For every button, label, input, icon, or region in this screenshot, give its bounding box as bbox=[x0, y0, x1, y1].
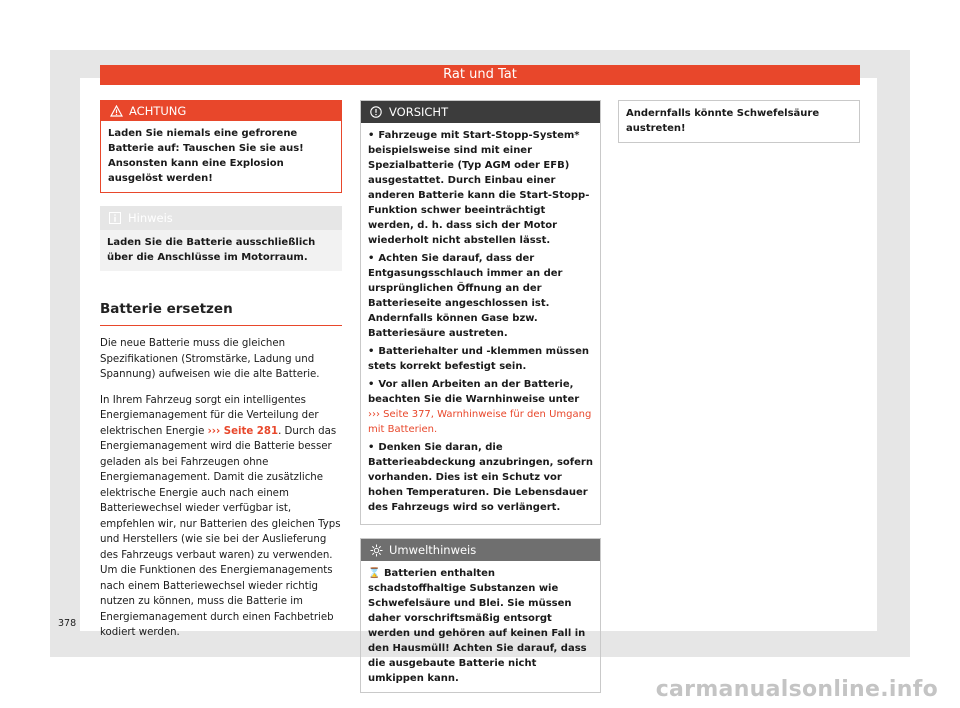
caution-item-text: Fahrzeuge mit Start-Stopp-System* beispielsweise sind mit einer Spezialbatterie (Typ AGM oder EFB) ausgestattet. Durch Einbau einer anderen Batterie kann die Start-Stopp-Funktion schwer beeinträchtigt werden, d. h. dass sich der Motor wiederholt nicht abstellen lässt. bbox=[368, 130, 590, 246]
section-paragraph-2 bbox=[100, 393, 342, 641]
caution-body bbox=[361, 123, 600, 524]
environment-body bbox=[361, 561, 600, 692]
caution-item: • Achten Sie darauf, dass der Entgasungsschlauch immer an der ursprünglichen Öffnung an der Batterieseite angeschlossen ist. Andernfalls können Gase bzw. Batteriesäure austreten. bbox=[368, 253, 563, 339]
environment-text: Batterien enthalten schadstoffhaltige Substanzen wie Schwefelsäure und Blei. Sie müssen daher vorschriftsmäßig entsorgt werden und gehören auf keinen Fall in den Hausmüll! Achten Sie darauf, dass die ausgebaute Batterie nicht umkippen kann. bbox=[368, 568, 587, 684]
para2-text-a: In Ihrem Fahrzeug sorgt ein intelligentes Energiemanagement für die Verteilung der elektrischen Energie bbox=[100, 394, 319, 437]
section-title: Batterie ersetzen bbox=[100, 301, 342, 326]
battery-disposal-symbol: ⌛ bbox=[368, 568, 381, 579]
warning-header bbox=[101, 101, 341, 121]
page-377-link[interactable]: ››› Seite 377, Warnhinweise für den Umgang mit Batterien. bbox=[368, 409, 592, 435]
caution-circle-icon bbox=[369, 105, 383, 119]
caution-header bbox=[361, 101, 600, 123]
caution-item: • Fahrzeuge mit Start-Stopp-System* beispielsweise sind mit einer Spezialbatterie (Typ AGM oder EFB) ausgestattet. Durch Einbau einer anderen Batterie kann die Start-Stopp-Funktion schwer beeinträchtigt werden, d. h. dass sich der Motor wiederholt nicht abstellen lässt. bbox=[368, 130, 590, 246]
caution-continuation-text: Andernfalls könnte Schwefelsäure austreten! bbox=[626, 108, 820, 134]
page-281-link[interactable]: ››› Seite 281 bbox=[207, 425, 279, 437]
caution-item-text: Achten Sie darauf, dass der Entgasungsschlauch immer an der ursprünglichen Öffnung an der Batterieseite angeschlossen ist. Andernfalls können Gase bzw. Batteriesäure austreten. bbox=[368, 253, 563, 339]
caution-item-text: Denken Sie daran, die Batterieabdeckung anzubringen, sofern vorhanden. Dies ist ein Schutz vor hohen Temperaturen. Die Lebensdauer des Fahrzeugs wird so verlängert. bbox=[368, 442, 593, 513]
caution-item-text: Vor allen Arbeiten an der Batterie, beachten Sie die Warnhinweise unter bbox=[368, 379, 580, 405]
caution-continuation-box bbox=[618, 100, 860, 143]
para2-text-b: . Durch das Energiemanagement wird die Batterie besser geladen als bei Fahrzeugen ohne Energiemanagement. Damit die zusätzliche elektrische Energie auch nach einem Batteriewechsel wieder verfügbar ist, empfehlen wir, nur Batterien des gleichen Typs und Herstellers (wie sie bei der Auslieferung des Fahrzeugs verbaut waren) zu verwenden. Um die Funktionen des Energiemanagements nach einem Batteriewechsel wieder richtig nutzen zu können, muss die Batterie im Energiemanagement durch einen Fachbetrieb kodiert werden. bbox=[100, 425, 341, 638]
warning-title: ACHTUNG bbox=[129, 104, 187, 118]
environment-icon bbox=[369, 543, 383, 557]
caution-item: • Batteriehalter und -klemmen müssen stets korrekt befestigt sein. bbox=[368, 346, 589, 372]
hint-header bbox=[100, 206, 342, 230]
warning-triangle-icon bbox=[109, 104, 123, 118]
caution-item-text: Batteriehalter und -klemmen müssen stets korrekt befestigt sein. bbox=[368, 346, 589, 372]
environment-title: Umwelthinweis bbox=[389, 543, 477, 557]
watermark: carmanualsonline.info bbox=[655, 677, 938, 702]
environment-box bbox=[360, 538, 601, 693]
section-paragraph-1: Die neue Batterie muss die gleichen Spezifikationen (Stromstärke, Ladung und Spannung) aufweisen wie die alte Batterie. bbox=[100, 338, 320, 380]
caution-item: • Denken Sie daran, die Batterieabdeckung anzubringen, sofern vorhanden. Dies ist ein Schutz vor hohen Temperaturen. Die Lebensdauer des Fahrzeugs wird so verlängert. bbox=[368, 442, 593, 513]
environment-header bbox=[361, 539, 600, 561]
column-middle bbox=[360, 100, 601, 693]
caution-box bbox=[360, 100, 601, 525]
hint-text: Laden Sie die Batterie ausschließlich über die Anschlüsse im Motorraum. bbox=[107, 237, 316, 263]
chapter-header: Rat und Tat bbox=[100, 65, 860, 85]
caution-item: • Vor allen Arbeiten an der Batterie, beachten Sie die Warnhinweise unter ››› Seite 377, Warnhinweise für den Umgang mit Batterien. bbox=[368, 379, 592, 435]
column-right bbox=[618, 100, 860, 143]
hint-box bbox=[100, 206, 342, 271]
hint-title: Hinweis bbox=[128, 211, 173, 225]
caution-title: VORSICHT bbox=[389, 105, 449, 119]
page-number: 378 bbox=[58, 618, 77, 629]
column-left bbox=[100, 100, 342, 641]
warning-text: Laden Sie niemals eine gefrorene Batterie auf: Tauschen Sie sie aus! Ansonsten kann eine Explosion ausgelöst werden! bbox=[108, 128, 304, 184]
warning-box bbox=[100, 100, 342, 193]
info-icon bbox=[108, 211, 122, 225]
